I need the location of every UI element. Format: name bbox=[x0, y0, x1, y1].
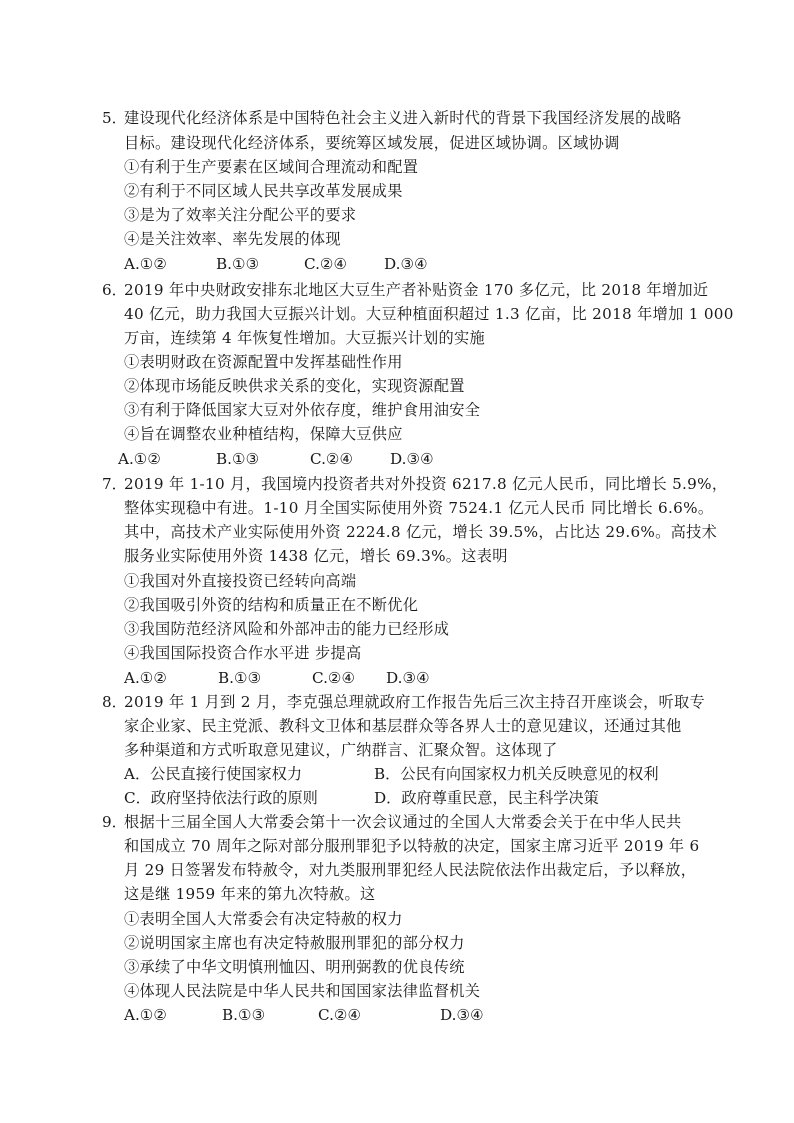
option-a: A.①② bbox=[124, 1006, 168, 1024]
option-c: C.②④ bbox=[318, 1006, 362, 1024]
option-a: A.①② bbox=[124, 669, 168, 687]
statement-4: ④是关注效率、率先发展的体现 bbox=[124, 230, 341, 248]
statement-1: ①表明全国人大常委会有决定特赦的权力 bbox=[124, 910, 403, 928]
option-b: B.①③ bbox=[216, 450, 260, 468]
option-b: B.①③ bbox=[218, 669, 262, 687]
question-stem-line: 根据十三届全国人大常委会第十一次会议通过的全国人大常委会关于在中华人民共 bbox=[124, 813, 682, 831]
question-stem-line: 2019 年中央财政安排东北地区大豆生产者补贴资金 170 多亿元，比 2018 年增加近 bbox=[124, 281, 709, 299]
question-stem-line: 多种渠道和方式听取意见建议，广纳群言、汇聚众智。这体现了 bbox=[124, 741, 558, 759]
statement-1: ①表明财政在资源配置中发挥基础性作用 bbox=[124, 353, 403, 371]
option-d: D.③④ bbox=[390, 450, 434, 468]
option-d: D.③④ bbox=[386, 669, 430, 687]
question-stem-line: 建设现代化经济体系是中国特色社会主义进入新时代的背景下我国经济发展的战略 bbox=[124, 109, 682, 127]
option-c: C．政府坚持依法行政的原则 bbox=[124, 789, 318, 807]
option-a: A.①② bbox=[118, 450, 162, 468]
option-c: C.②④ bbox=[310, 450, 354, 468]
statement-1: ①我国对外直接投资已经转向高端 bbox=[124, 572, 357, 590]
question-stem-line: 家企业家、民主党派、教科文卫体和基层群众等各界人士的意见建议，还通过其他 bbox=[124, 717, 682, 735]
option-b: B.①③ bbox=[222, 1006, 266, 1024]
statement-2: ②有利于不同区域人民共享改革发展成果 bbox=[124, 182, 403, 200]
option-c: C.②④ bbox=[304, 255, 348, 273]
option-a: A.①② bbox=[124, 255, 168, 273]
option-d: D.③④ bbox=[384, 255, 428, 273]
statement-1: ①有利于生产要素在区域间合理流动和配置 bbox=[124, 158, 419, 176]
question-number: 8． bbox=[102, 693, 127, 711]
option-c: C.②④ bbox=[312, 669, 356, 687]
statement-3: ③承续了中华文明慎刑恤囚、明刑弼教的优良传统 bbox=[124, 958, 465, 976]
question-stem-line: 服务业实际使用外资 1438 亿元，增长 69.3%。这表明 bbox=[124, 547, 508, 565]
question-number: 9． bbox=[102, 813, 127, 831]
question-number: 7． bbox=[102, 475, 127, 493]
question-stem-line: 和国成立 70 周年之际对部分服刑罪犯予以特赦的决定，国家主席习近平 2019 年 6 bbox=[124, 837, 700, 855]
question-number: 6． bbox=[102, 281, 127, 299]
question-stem-line: 万亩，连续第 4 年恢复性增加。大豆振兴计划的实施 bbox=[124, 329, 485, 347]
statement-3: ③是为了效率关注分配公平的要求 bbox=[124, 206, 357, 224]
statement-2: ②说明国家主席也有决定特赦服刑罪犯的部分权力 bbox=[124, 934, 465, 952]
question-stem-line: 月 29 日签署发布特赦令，对九类服刑罪犯经人民法院依法作出裁定后，予以释放， bbox=[124, 861, 697, 879]
option-b: B．公民有向国家权力机关反映意见的权利 bbox=[374, 765, 659, 783]
statement-4: ④我国国际投资合作水平进 步提高 bbox=[124, 644, 362, 662]
question-stem-line: 目标。建设现代化经济体系，要统筹区域发展，促进区域协调。区域协调 bbox=[124, 134, 620, 152]
question-stem-line: 其中，高技术产业实际使用外资 2224.8 亿元，增长 39.5%，占比达 29.6%。高技术 bbox=[124, 523, 718, 541]
question-stem-line: 2019 年 1 月到 2 月，李克强总理就政府工作报告先后三次主持召开座谈会，听取专 bbox=[124, 693, 706, 711]
statement-4: ④旨在调整农业种植结构，保障大豆供应 bbox=[124, 425, 403, 443]
question-stem-line: 40 亿元，助力我国大豆振兴计划。大豆种植面积超过 1.3 亿亩，比 2018 年增加 1 000 bbox=[124, 305, 734, 323]
statement-4: ④体现人民法院是中华人民共和国国家法律监督机关 bbox=[124, 982, 481, 1000]
question-stem-line: 这是继 1959 年来的第九次特赦。这 bbox=[124, 885, 376, 903]
question-number: 5． bbox=[102, 109, 127, 127]
option-d: D．政府尊重民意，民主科学决策 bbox=[374, 789, 599, 807]
statement-2: ②我国吸引外资的结构和质量正在不断优化 bbox=[124, 596, 419, 614]
statement-3: ③我国防范经济风险和外部冲击的能力已经形成 bbox=[124, 620, 450, 638]
statement-3: ③有利于降低国家大豆对外依存度，维护食用油安全 bbox=[124, 401, 481, 419]
option-d: D.③④ bbox=[440, 1006, 484, 1024]
option-b: B.①③ bbox=[216, 255, 260, 273]
statement-2: ②体现市场能反映供求关系的变化，实现资源配置 bbox=[124, 377, 465, 395]
question-stem-line: 2019 年 1-10 月，我国境内投资者共对外投资 6217.8 亿元人民币，同比增长 5.9%， bbox=[124, 475, 728, 493]
question-stem-line: 整体实现稳中有进。1-10 月全国实际使用外资 7524.1 亿元人民币 同比增长 6.6%。 bbox=[124, 499, 714, 517]
option-a: A．公民直接行使国家权力 bbox=[124, 765, 303, 783]
